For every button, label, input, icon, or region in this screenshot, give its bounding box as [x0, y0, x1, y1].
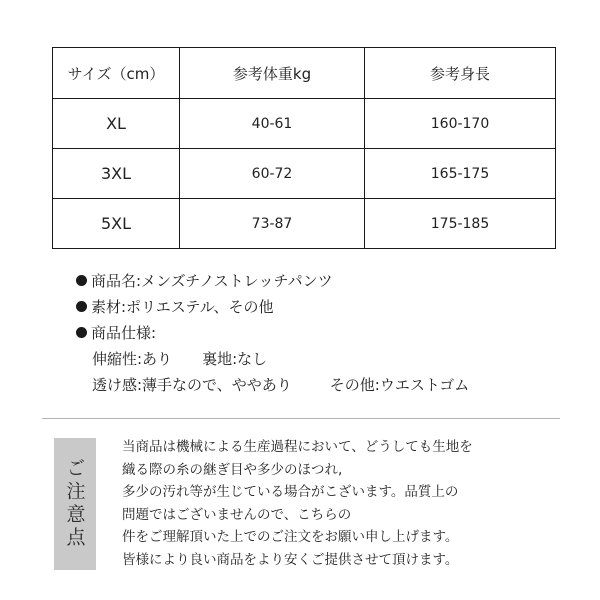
notice-line: 皆様により良い商品をより安くご提供させて頂けます。: [122, 551, 459, 568]
product-specs: [76, 268, 576, 398]
spec-heading-text: 商品仕様:: [91, 324, 157, 342]
height-cell: 160-170: [365, 99, 556, 149]
size-cell: 3XL: [53, 149, 180, 199]
notice-line: 多少の汚れ等が生じている場合がこざいます。品質上の: [122, 484, 459, 500]
weight-cell: 40-61: [180, 99, 365, 149]
height-cell: 165-175: [365, 149, 556, 199]
product-name-text: 商品名:メンズチノストレッチパンツ: [91, 272, 333, 290]
size-cell: 5XL: [53, 199, 180, 249]
notice-line: 件をご理解頂いた上でのご注文をお願い申し上げます。: [122, 529, 459, 545]
stretch-text: 伸縮性:あり: [92, 350, 173, 368]
spec-product-name: [76, 268, 576, 294]
material-text: 素材:ポリエステル、その他: [91, 298, 274, 316]
spec-sheer-other: [76, 372, 576, 398]
table-row: [53, 149, 556, 199]
spec-material: [76, 294, 576, 320]
notice-line: 当商品は機械による生産過程において、どうしても生地を: [122, 439, 473, 455]
other-text: その他:ウエストゴム: [329, 376, 470, 394]
size-table: [52, 47, 556, 249]
height-cell: 175-185: [365, 199, 556, 249]
sheerness-text: 透け感:薄手なので、ややあり: [92, 376, 292, 394]
notice-label-box: [54, 438, 96, 570]
notice-line: 織る際の糸の継ぎ目や多少のほつれ,: [122, 461, 343, 478]
weight-cell: 60-72: [180, 149, 365, 199]
bullet-icon: [76, 275, 87, 286]
table-row: [53, 199, 556, 249]
header-weight: 参考体重kg: [180, 48, 365, 99]
notice-text: [122, 436, 592, 571]
notice-line: 問題ではございませんので、こちらの: [122, 506, 352, 523]
spec-heading: [76, 320, 576, 346]
header-height: 参考身長: [365, 48, 556, 99]
lining-text: 裏地:なし: [202, 350, 268, 368]
notice-title: ご注意点: [63, 458, 86, 550]
header-size: サイズ（cm）: [53, 48, 180, 99]
size-cell: XL: [53, 99, 180, 149]
section-divider: [42, 418, 560, 419]
weight-cell: 73-87: [180, 199, 365, 249]
size-table-header-row: [53, 48, 556, 99]
bullet-icon: [76, 327, 87, 338]
bullet-icon: [76, 301, 87, 312]
table-row: [53, 99, 556, 149]
spec-stretch-lining: [76, 346, 576, 372]
